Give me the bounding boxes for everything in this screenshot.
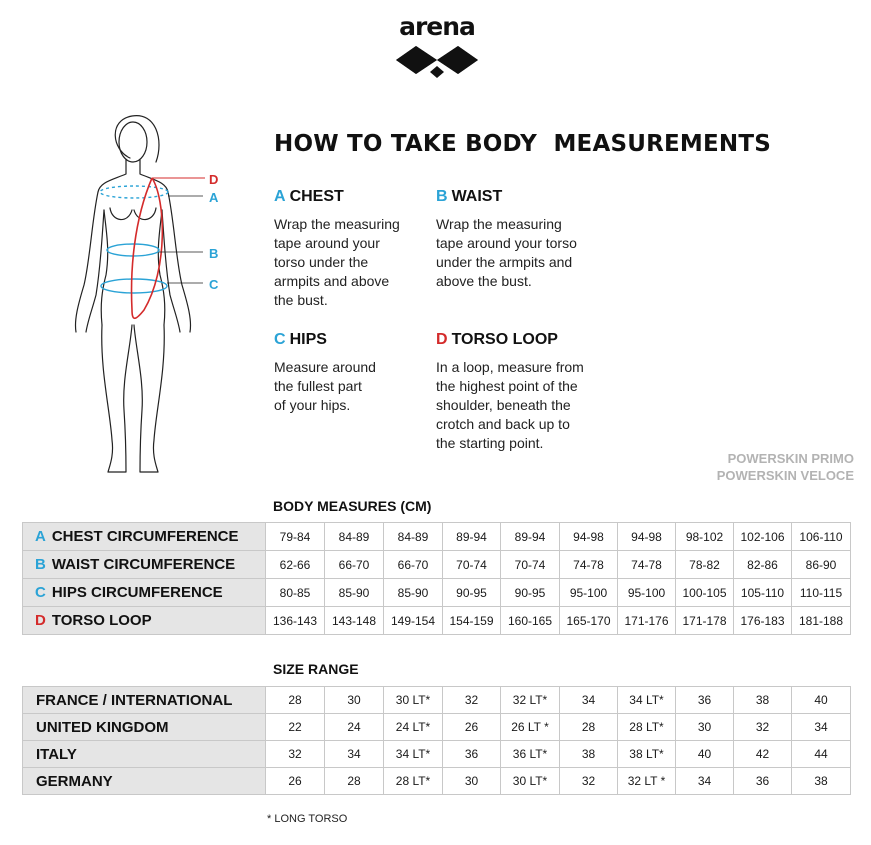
row-label [23,579,266,607]
row-label-text: UNITED KINGDOM [36,718,169,736]
table-cell: 102-106 [734,523,792,551]
hips-instruction [274,331,444,415]
model-name-veloce: POWERSKIN VELOCE [716,468,854,483]
row-label-text: ITALY [36,745,77,763]
table-cell: 78-82 [676,551,734,579]
hips-text: Measure around the fullest part of your hips. [274,359,376,413]
table-cell: 32 [443,687,501,714]
table-cell: 34 [676,768,734,795]
table-cell: 34 LT* [618,687,676,714]
table-cell: 85-90 [325,579,384,607]
table-cell: 42 [734,741,792,768]
table-cell: 95-100 [618,579,676,607]
table-cell: 74-78 [618,551,676,579]
row-label [23,768,266,795]
table-cell: 38 [734,687,792,714]
logo-diamond-icon [392,12,482,82]
table-cell: 176-183 [734,607,792,635]
table-cell: 34 LT* [384,741,443,768]
hips-letter: C [274,331,286,348]
table-cell: 38 [560,741,618,768]
table-cell: 79-84 [266,523,325,551]
figure-label-c: C [209,277,219,292]
table-cell: 36 [734,768,792,795]
table-cell: 94-98 [618,523,676,551]
torso-loop-heading: TORSO LOOP [451,331,558,348]
row-label-text: CHEST CIRCUMFERENCE [51,528,239,545]
row-label-text: GERMANY [36,772,113,790]
page-title: HOW TO TAKE BODY MEASUREMENTS [274,131,772,157]
table-cell: 38 [792,768,851,795]
size-range-title: SIZE RANGE [273,661,359,677]
figure-label-d: D [209,172,219,187]
hips-heading: HIPS [289,331,327,348]
table-cell: 40 [676,741,734,768]
row-label [23,607,266,635]
table-cell: 44 [792,741,851,768]
row-letter: B [35,556,46,573]
row-label-text: HIPS CIRCUMFERENCE [51,584,223,601]
size-range-row [23,768,851,795]
table-cell: 149-154 [384,607,443,635]
model-name-primo: POWERSKIN PRIMO [727,451,854,466]
table-cell: 84-89 [325,523,384,551]
table-cell: 30 LT* [501,768,560,795]
table-cell: 86-90 [792,551,851,579]
torso-loop-letter: D [436,331,448,348]
table-cell: 105-110 [734,579,792,607]
table-cell: 28 [266,687,325,714]
table-cell: 26 LT * [501,714,560,741]
size-range-table [22,686,851,795]
row-letter: C [35,584,46,601]
table-cell: 36 [676,687,734,714]
table-cell: 85-90 [384,579,443,607]
table-cell: 84-89 [384,523,443,551]
table-cell: 66-70 [384,551,443,579]
table-cell: 154-159 [443,607,501,635]
table-cell: 30 [676,714,734,741]
chest-heading: CHEST [289,188,344,205]
table-cell: 80-85 [266,579,325,607]
table-cell: 94-98 [560,523,618,551]
model-names [717,450,854,484]
table-cell: 181-188 [792,607,851,635]
arena-logo [392,12,482,82]
table-cell: 40 [792,687,851,714]
table-cell: 66-70 [325,551,384,579]
table-cell: 30 [325,687,384,714]
waist-letter: B [436,188,448,205]
waist-instruction [436,188,606,291]
table-cell: 160-165 [501,607,560,635]
row-letter: A [35,528,46,545]
table-cell: 30 LT* [384,687,443,714]
table-cell: 24 LT* [384,714,443,741]
table-cell: 110-115 [792,579,851,607]
table-cell: 34 [560,687,618,714]
figure-label-b: B [209,246,219,261]
table-cell: 90-95 [501,579,560,607]
size-range-row [23,714,851,741]
table-cell: 90-95 [443,579,501,607]
logo-wordmark: arena [399,12,475,41]
table-cell: 24 [325,714,384,741]
table-cell: 34 [792,714,851,741]
waist-text: Wrap the measuring tape around your torso under the armpits and above the bust. [436,216,577,289]
body-measure-row [23,579,851,607]
body-measures-title: BODY MEASURES (CM) [273,498,432,514]
chest-instruction [274,188,444,310]
chest-letter: A [274,188,286,205]
row-label [23,687,266,714]
table-cell: 32 [560,768,618,795]
table-cell: 89-94 [501,523,560,551]
row-label [23,523,266,551]
table-cell: 89-94 [443,523,501,551]
table-cell: 95-100 [560,579,618,607]
table-cell: 70-74 [501,551,560,579]
row-letter: D [35,612,46,629]
row-label [23,714,266,741]
body-figure [60,110,260,485]
table-cell: 171-176 [618,607,676,635]
table-cell: 106-110 [792,523,851,551]
table-cell: 98-102 [676,523,734,551]
table-cell: 36 LT* [501,741,560,768]
table-cell: 32 LT * [618,768,676,795]
table-cell: 38 LT* [618,741,676,768]
table-cell: 30 [443,768,501,795]
table-cell: 32 [266,741,325,768]
table-cell: 22 [266,714,325,741]
table-cell: 36 [443,741,501,768]
size-range-row [23,741,851,768]
table-cell: 26 [443,714,501,741]
table-cell: 28 [560,714,618,741]
chest-text: Wrap the measuring tape around your torso under the armpits and above the bust. [274,216,400,308]
torso-loop-text: In a loop, measure from the highest point of the shoulder, beneath the crotch and back up to the starting point. [436,359,584,451]
row-label-text: TORSO LOOP [51,612,152,629]
body-measure-row [23,551,851,579]
table-cell: 28 [325,768,384,795]
table-cell: 70-74 [443,551,501,579]
table-cell: 26 [266,768,325,795]
size-range-row [23,687,851,714]
row-label [23,741,266,768]
table-cell: 34 [325,741,384,768]
row-label-text: FRANCE / INTERNATIONAL [36,691,233,709]
torso-loop-instruction [436,331,626,453]
footnote: * LONG TORSO [267,813,348,825]
body-measure-row [23,523,851,551]
table-cell: 62-66 [266,551,325,579]
waist-heading: WAIST [451,188,503,205]
table-cell: 74-78 [560,551,618,579]
row-label [23,551,266,579]
table-cell: 165-170 [560,607,618,635]
table-cell: 171-178 [676,607,734,635]
table-cell: 136-143 [266,607,325,635]
woman-silhouette-icon [60,110,260,485]
table-cell: 28 LT* [618,714,676,741]
body-measure-row [23,607,851,635]
table-cell: 32 [734,714,792,741]
table-cell: 82-86 [734,551,792,579]
figure-label-a: A [209,190,219,205]
table-cell: 100-105 [676,579,734,607]
body-measures-table [22,522,851,635]
row-label-text: WAIST CIRCUMFERENCE [51,556,236,573]
table-cell: 143-148 [325,607,384,635]
table-cell: 32 LT* [501,687,560,714]
table-cell: 28 LT* [384,768,443,795]
